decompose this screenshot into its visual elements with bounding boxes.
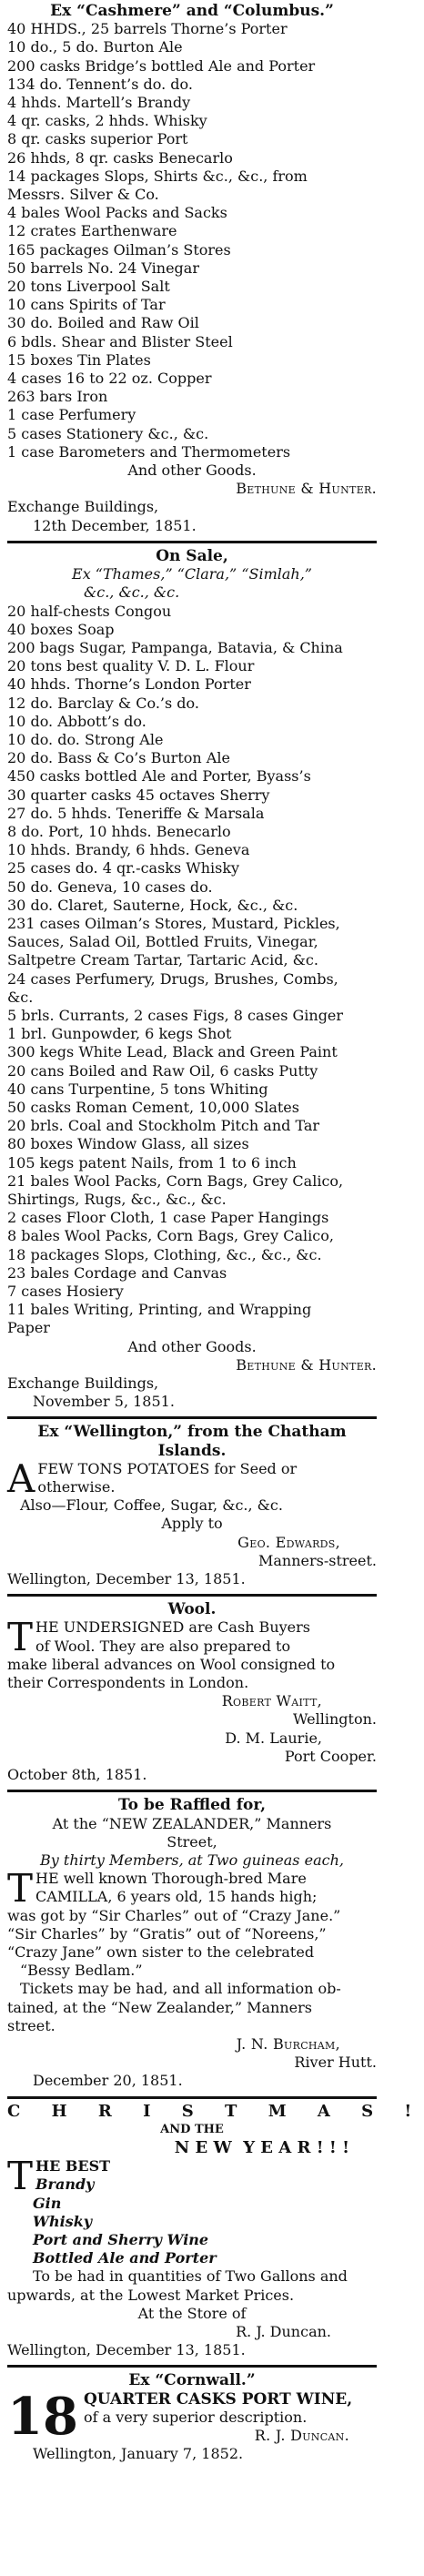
- advert-item: 15 boxes Tin Plates: [7, 350, 151, 369]
- advert-body-line: HE UNDERSIGNED are Cash Buyers: [35, 1618, 310, 1637]
- advert-title-3: Street,: [167, 1832, 217, 1851]
- advert-item: 10 do. do. Strong Ale: [7, 730, 164, 748]
- advert-item: 80 boxes Window Glass, all sizes: [7, 1135, 249, 1153]
- advert-item: 4 bales Wool Packs and Sacks: [7, 204, 227, 222]
- advert-body-line: “Crazy Jane” own sister to the celebrated: [7, 1942, 315, 1961]
- advert-title: Ex “Wellington,” from the Chatham: [37, 1423, 347, 1442]
- advert-raffle: [7, 1796, 377, 2090]
- advert-item: 11 bales Writing, Printing, and Wrapping: [7, 1301, 312, 1319]
- advert-body-line: HE well known Thorough-bred Mare: [35, 1870, 307, 1888]
- advert-item: 40 HHDS., 25 barrels Thorne’s Porter: [7, 20, 288, 38]
- advert-other-goods: And other Goods.: [127, 1337, 257, 1355]
- advert-item: 24 cases Perfumery, Drugs, Brushes, Combs,: [7, 969, 338, 988]
- advert-item: 4 cases 16 to 22 oz. Copper: [7, 370, 212, 388]
- advert-name: Robert Waitt,: [221, 1692, 322, 1710]
- advert-item-list: [7, 20, 377, 461]
- advert-cornwall: [7, 2371, 377, 2463]
- advert-tickets-line: tained, at the “New Zealander,” Manners: [7, 1998, 312, 2016]
- advert-on-sale: [7, 547, 377, 1412]
- advert-name: D. M. Laurie,: [225, 1729, 322, 1747]
- advert-date: Wellington, December 13, 1851.: [7, 1570, 246, 1588]
- advert-body-line: FEW TONS POTATOES for Seed or: [37, 1459, 298, 1477]
- advert-item: Saltpetre Cream Tartar, Tartaric Acid, &c.: [7, 951, 318, 969]
- advert-signature: Bethune & Hunter.: [236, 1355, 377, 1374]
- advert-tickets-line: Tickets may be had, and all information ob-: [20, 1980, 341, 1998]
- advert-item: Sauces, Salad Oil, Bottled Fruits, Vinegar,: [7, 933, 318, 951]
- advert-item: 12 do. Barclay & Co.’s do.: [7, 694, 199, 712]
- advert-apply: Apply to: [161, 1515, 223, 1533]
- advert-item: 20 half-chests Congou: [7, 602, 172, 620]
- advert-item: 10 do. Abbott’s do.: [7, 712, 146, 730]
- advert-item: 6 bdls. Shear and Blister Steel: [7, 332, 233, 350]
- advert-item: 105 kegs patent Nails, from 1 to 6 inch: [7, 1153, 297, 1171]
- advert-body-line: QUARTER CASKS PORT WINE,: [83, 2389, 353, 2409]
- advert-item: 4 qr. casks, 2 hhds. Whisky: [7, 112, 207, 130]
- advert-body: [7, 1866, 377, 1912]
- advert-place: Exchange Buildings,: [7, 498, 159, 516]
- advert-title: To be Raffled for,: [117, 1796, 266, 1815]
- advert-christmas: [7, 2101, 424, 2360]
- advert-tickets-line: street.: [7, 2016, 56, 2034]
- advert-item: 27 do. 5 hhds. Teneriffe & Marsala: [7, 804, 265, 822]
- advert-subtitle-etc: &c., &c., &c.: [84, 583, 180, 602]
- advert-item-list: [7, 603, 377, 1338]
- advert-name: J. N. Burcham,: [236, 2034, 340, 2053]
- advert-item-list: [7, 2175, 377, 2267]
- column-rule: [7, 1790, 377, 1792]
- advert-item: Shirtings, Rugs, &c., &c., &c.: [7, 1191, 227, 1208]
- advert-body-line: CAMILLA, 6 years old, 15 hands high;: [35, 1888, 318, 1906]
- advert-title-2: At the “NEW ZEALANDER,” Manners: [52, 1814, 332, 1832]
- advert-title-2: Islands.: [157, 1441, 227, 1460]
- advert-place: Wellington.: [293, 1710, 377, 1729]
- advert-body-line: of Wool. They are also prepared to: [35, 1637, 291, 1655]
- advert-item: 1 brl. Gunpowder, 6 kegs Shot: [7, 1025, 232, 1043]
- advert-signature: Bethune & Hunter.: [236, 480, 377, 498]
- advert-new-year: N E W Y E A R ! ! !: [174, 2137, 349, 2157]
- advert-item: 25 cases do. 4 qr.-casks Whisky: [7, 859, 240, 877]
- advert-item: 231 cases Oilman’s Stores, Mustard, Pickles,: [7, 914, 340, 932]
- advert-item: 26 hhds, 8 qr. casks Benecarlo: [7, 148, 233, 167]
- advert-date: December 20, 1851.: [33, 2072, 183, 2090]
- advert-item: 50 casks Roman Cement, 10,000 Slates: [7, 1098, 299, 1116]
- advert-other-goods: And other Goods.: [127, 461, 257, 480]
- advert-body-line: “Bessy Bedlam.”: [20, 1962, 143, 1980]
- advert-item: 8 qr. casks superior Port: [7, 130, 188, 148]
- advert-title: Ex “Cashmere” and “Columbus.”: [50, 2, 334, 20]
- advert-members: By thirty Members, at Two guineas each,: [40, 1851, 344, 1869]
- advert-place: Port Cooper.: [284, 1747, 377, 1765]
- column-rule: [7, 2365, 377, 2368]
- advert-street: Manners-street.: [257, 1551, 377, 1569]
- advert-potatoes: [7, 1423, 377, 1588]
- advert-item: 20 brls. Coal and Stockholm Pitch and Tar: [7, 1117, 320, 1135]
- advert-cashmere: [7, 2, 377, 535]
- advert-item: 40 cans Turpentine, 5 tons Whiting: [7, 1080, 268, 1098]
- advert-body-line: make liberal advances on Wool consigned to: [7, 1655, 336, 1673]
- advert-item: 50 do. Geneva, 10 cases do.: [7, 877, 213, 896]
- advert-name: R. J. Duncan.: [254, 2427, 349, 2444]
- advert-item: 1 case Barometers and Thermometers: [7, 442, 291, 461]
- advert-body-line: was got by “Sir Charles” out of “Crazy Jane.”: [7, 1906, 341, 1924]
- advert-item: 10 cans Spirits of Tar: [7, 296, 166, 314]
- advert-body-line: their Correspondents in London.: [7, 1674, 249, 1692]
- advert-item: 10 do., 5 do. Burton Ale: [7, 38, 183, 56]
- advert-item: 50 barrels No. 24 Vinegar: [7, 259, 199, 277]
- advert-item: 18 packages Slops, Clothing, &c., &c., &c.: [7, 1245, 322, 1263]
- advert-item: 1 case Perfumery: [7, 406, 136, 424]
- drop-number: 18: [7, 2386, 78, 2447]
- advert-body-line: To be had in quantities of Two Gallons and: [33, 2267, 348, 2286]
- advert-title: On Sale,: [156, 546, 228, 565]
- advert-title: Wool.: [167, 1600, 217, 1619]
- advert-item: 4 hhds. Martell’s Brandy: [7, 94, 191, 112]
- advert-item: 263 bars Iron: [7, 388, 108, 406]
- advert-item: 30 do. Claret, Sauterne, Hock, &c., &c.: [7, 896, 298, 914]
- drop-cap: T: [7, 1615, 34, 1660]
- advert-item: 20 do. Bass & Co’s Burton Ale: [7, 749, 230, 767]
- drop-cap: T: [7, 2154, 34, 2199]
- advert-item: 134 do. Tennent’s do. do.: [7, 75, 193, 93]
- advert-item: Bottled Ale and Porter: [33, 2249, 217, 2267]
- advert-and-the: AND THE: [160, 2122, 224, 2136]
- advert-item: 40 hhds. Thorne’s London Porter: [7, 675, 251, 694]
- drop-cap: T: [7, 1866, 34, 1912]
- advert-body: [7, 2154, 377, 2267]
- advert-item: 300 kegs White Lead, Black and Green Paint: [7, 1043, 338, 1061]
- advert-item: 200 casks Bridge’s bottled Ale and Porter: [7, 56, 316, 75]
- advert-body: [7, 2386, 377, 2447]
- advert-item: 165 packages Oilman’s Stores: [7, 240, 231, 259]
- advert-item: Port and Sherry Wine: [33, 2230, 209, 2248]
- advert-item: 20 tons best quality V. D. L. Flour: [7, 657, 255, 675]
- advert-date: 12th December, 1851.: [33, 516, 197, 534]
- advert-item: 10 hhds. Brandy, 6 hhds. Geneva: [7, 841, 250, 859]
- advert-best: HE BEST: [35, 2157, 111, 2175]
- advert-item: 5 brls. Currants, 2 cases Figs, 8 cases Ginger: [7, 1006, 344, 1024]
- advert-item: 23 bales Cordage and Canvas: [7, 1263, 227, 1282]
- advert-body-line: upwards, at the Lowest Market Prices.: [7, 2286, 295, 2304]
- advert-item: 30 quarter casks 45 octaves Sherry: [7, 786, 270, 804]
- advert-name: Geo. Edwards,: [237, 1533, 340, 1551]
- advert-date: Wellington, December 13, 1851.: [7, 2341, 246, 2359]
- advert-item: 20 tons Liverpool Salt: [7, 278, 170, 296]
- advert-place: River Hutt.: [294, 2054, 377, 2072]
- advert-item: 200 bags Sugar, Pampanga, Batavia, & China: [7, 638, 343, 656]
- advert-item: 5 cases Stationery &c., &c.: [7, 424, 209, 442]
- advert-item: Messrs. Silver & Co.: [7, 186, 159, 204]
- advert-date: October 8th, 1851.: [7, 1766, 147, 1784]
- advert-body-line: Also—Flour, Coffee, Sugar, &c., &c.: [20, 1496, 283, 1515]
- column-rule: [7, 541, 377, 543]
- advert-item: Whisky: [33, 2212, 93, 2230]
- advert-title: Ex “Cornwall.”: [128, 2371, 256, 2390]
- advert-date: November 5, 1851.: [33, 1393, 175, 1411]
- advert-place: Exchange Buildings,: [7, 1374, 159, 1393]
- advert-body-line: of a very superior description.: [83, 2408, 308, 2426]
- advert-item: 450 casks bottled Ale and Porter, Byass’s: [7, 767, 311, 786]
- advert-item: &c.: [7, 988, 34, 1006]
- advert-subtitle: Ex “Thames,” “Clara,” “Simlah,”: [72, 565, 312, 583]
- advert-item: 14 packages Slops, Shirts &c., &c., from: [7, 167, 308, 185]
- advert-date: Wellington, January 7, 1852.: [33, 2445, 244, 2463]
- column-rule: [7, 2096, 377, 2099]
- advert-title: C H R I S T M A S !: [7, 2101, 424, 2121]
- advert-item: Paper: [7, 1319, 50, 1337]
- advert-item: 40 boxes Soap: [7, 620, 115, 638]
- advert-wool: [7, 1600, 377, 1784]
- advert-item: 8 do. Port, 10 hhds. Benecarlo: [7, 822, 231, 840]
- advert-body: [7, 1455, 377, 1501]
- advert-body-line: otherwise.: [37, 1478, 116, 1496]
- advert-item: 20 cans Boiled and Raw Oil, 6 casks Putty: [7, 1061, 318, 1080]
- column-rule: [7, 1594, 377, 1597]
- advert-item: 8 bales Wool Packs, Corn Bags, Grey Calico,: [7, 1227, 334, 1245]
- advert-body-line: “Sir Charles” by “Gratis” out of “Noreens,”: [7, 1924, 327, 1942]
- advert-item: 12 crates Earthenware: [7, 222, 177, 240]
- advert-item: 7 cases Hosiery: [7, 1283, 124, 1301]
- advert-at-store: At the Store of: [137, 2304, 247, 2322]
- advert-body: [7, 1615, 377, 1660]
- advert-name: R. J. Duncan.: [236, 2322, 331, 2340]
- drop-cap: A: [7, 1455, 35, 1501]
- column-rule: [7, 1416, 377, 1419]
- advert-item: Brandy: [35, 2175, 95, 2194]
- advert-item: 30 do. Boiled and Raw Oil: [7, 314, 199, 332]
- advert-item: Gin: [33, 2194, 62, 2212]
- advert-item: 2 cases Floor Cloth, 1 case Paper Hangings: [7, 1209, 329, 1227]
- advert-item: 21 bales Wool Packs, Corn Bags, Grey Calico,: [7, 1171, 344, 1190]
